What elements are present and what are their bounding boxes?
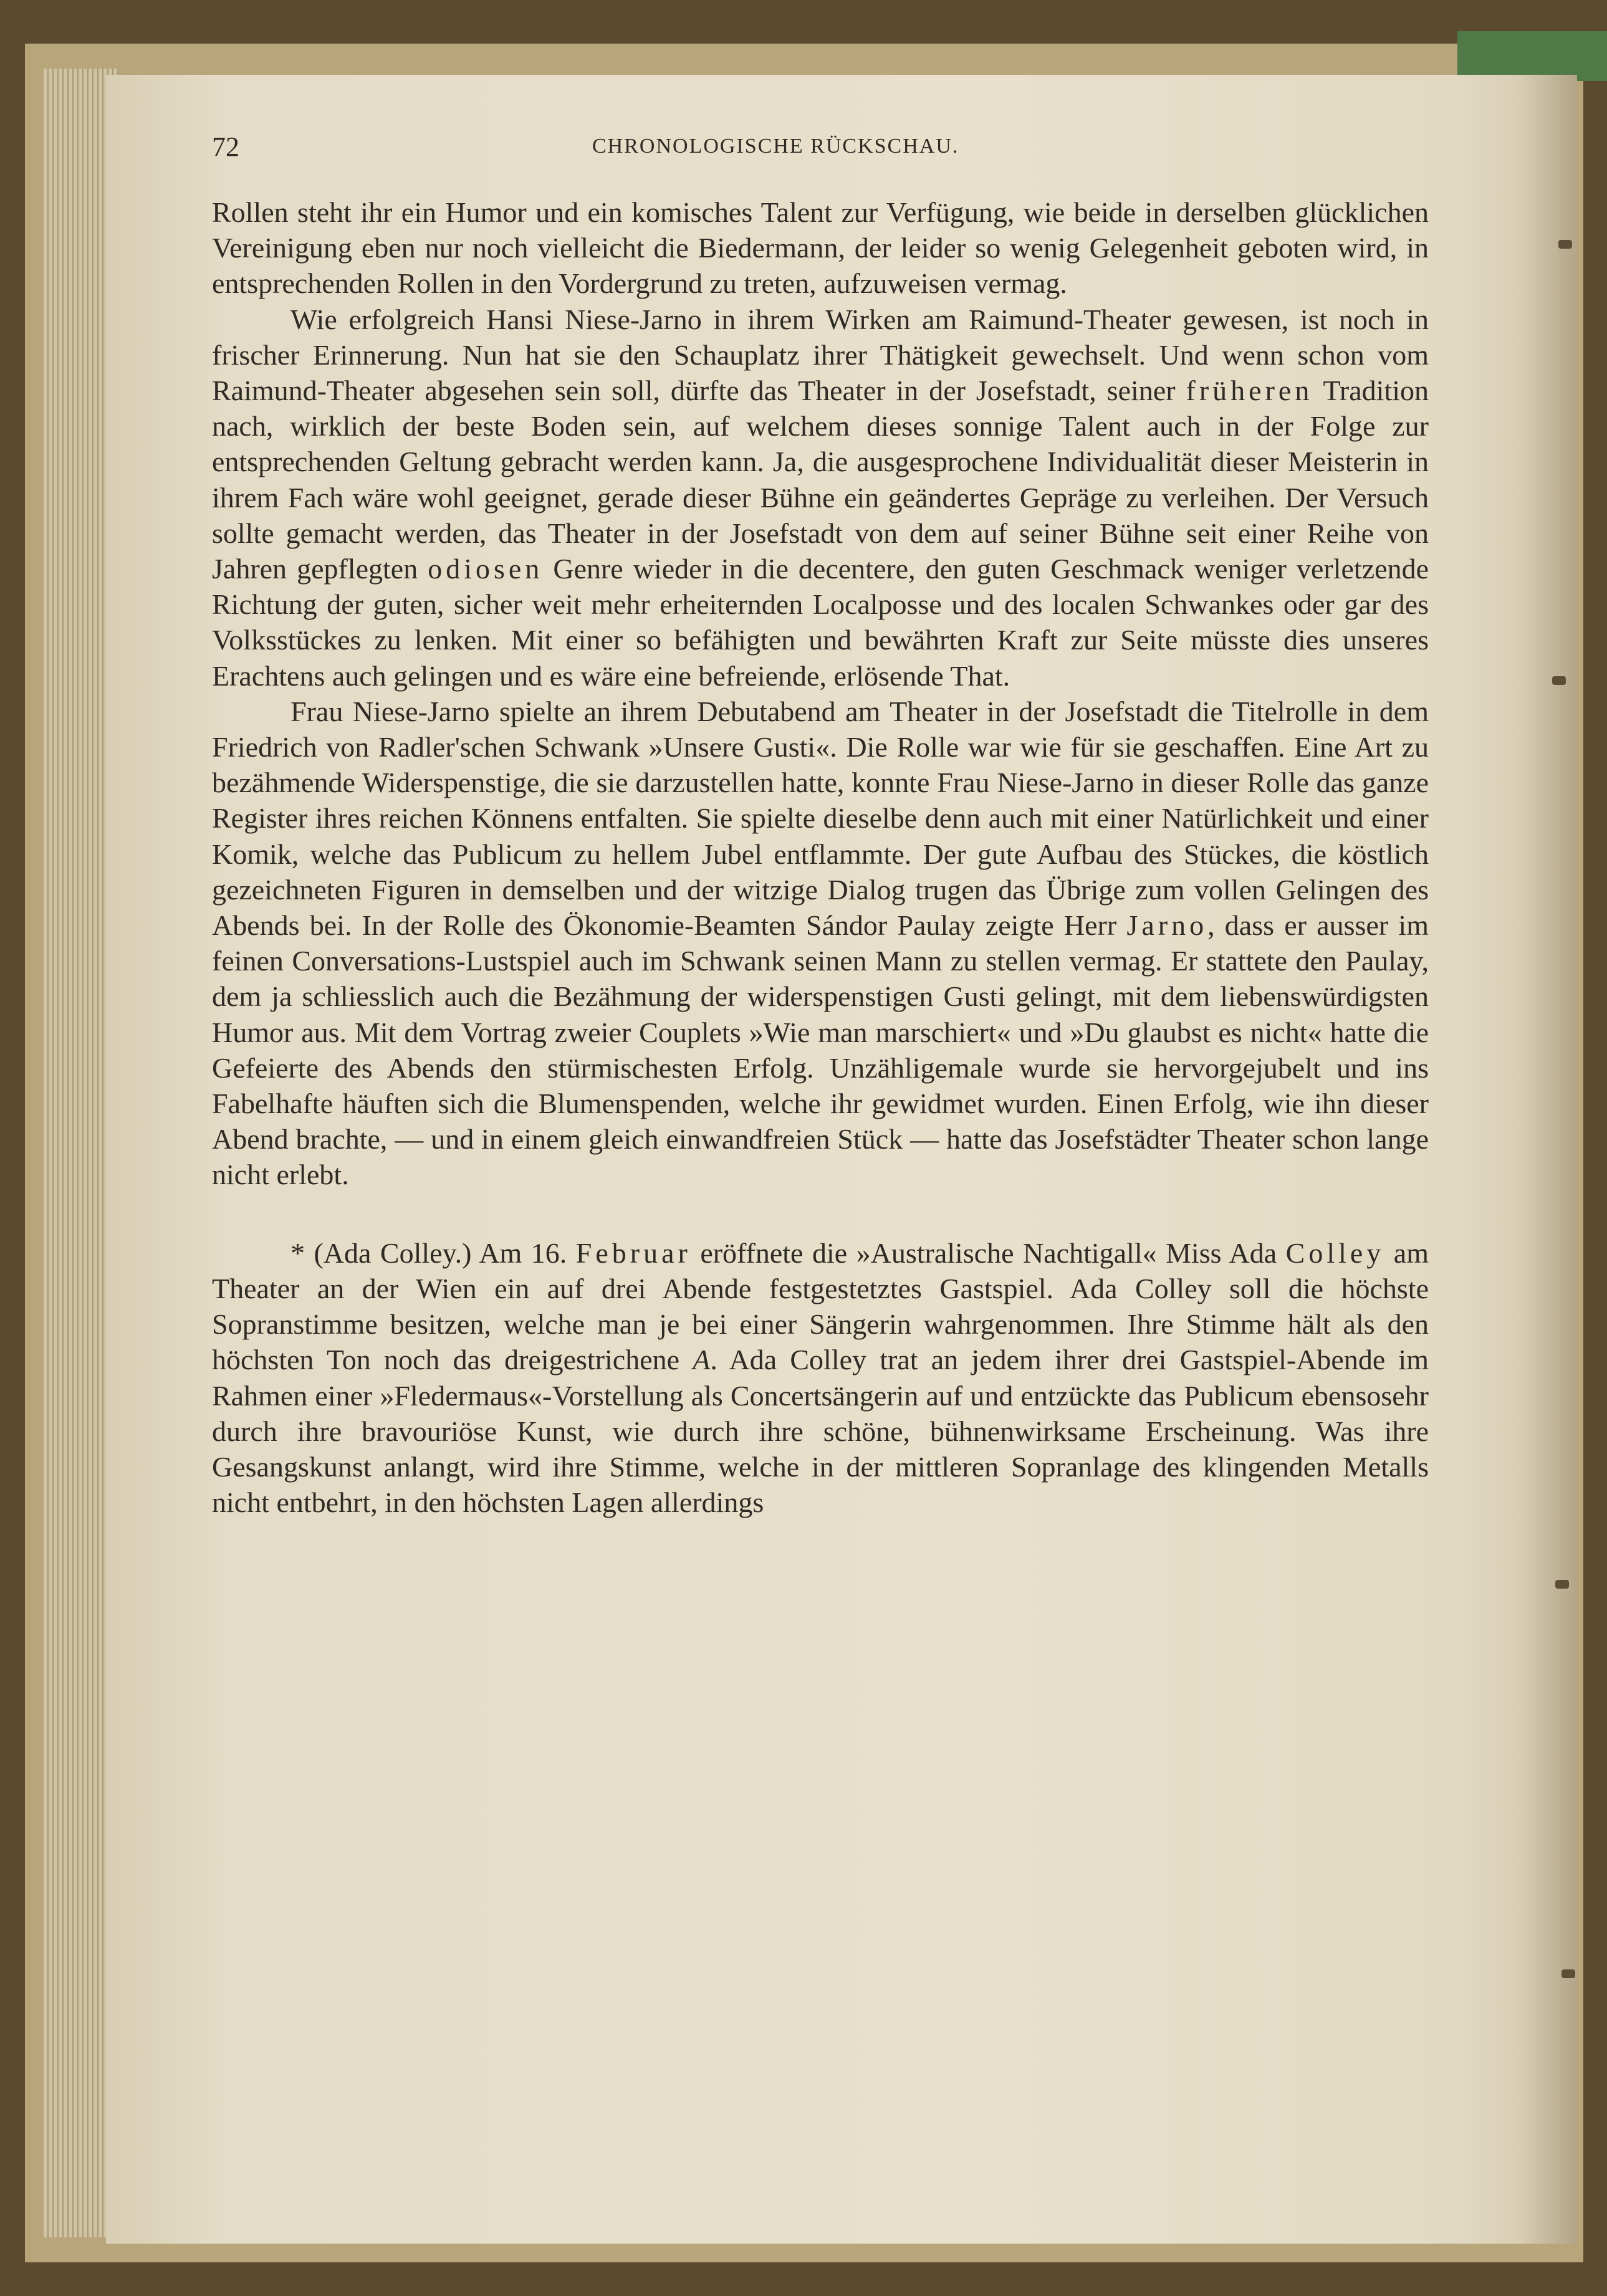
paragraph xyxy=(212,302,1429,694)
running-head: CHRONOLOGISCHE RÜCKSCHAU. xyxy=(592,135,959,158)
text-run: Wie erfolgreich Hansi Niese-Jarno in ihrem Wirken am Raimund-Theater gewesen, ist noch in frischer Erinnerung. Nun hat sie den Schauplatz ihrer Thätigkeit gewechselt. Und wenn schon vom Raimund-Theater abgesehen sein soll, dürfte das Theater in der Josefstadt, seiner xyxy=(212,303,1429,407)
text-run: , dass er ausser im feinen Conversations-Lustspiel auch im Schwank seinen Mann zu stellen vermag. Er stattete den Paulay, dem ja schliesslich auch die Bezähmung der widerspenstigen Gusti gelingt, mit dem liebenswürdigsten Humor aus. Mit dem Vortrag zweier Couplets »Wie man marschiert« und »Du glaubst es nicht« hatte die Gefeierte des Abends den stürmischesten Erfolg. Unzähligemale wurde sie hervorgejubelt und ins Fabelhafte häuften sich die Blumenspenden, welche ihr gewidmet wurden. Einen Erfolg, wie ihn dieser Abend brachte, — und in einem gleich einwandfreien Stück — hatte das Josefstädter Theater schon lange nicht erlebt. xyxy=(212,909,1429,1191)
text-run: * (Ada Colley.) Am 16. xyxy=(290,1236,576,1269)
text-run: Rollen steht ihr ein Humor und ein komisches Talent zur Verfügung, wie beide in derselben glücklichen Vereinigung eben nur noch vielleicht die Biedermann, der leider so wenig Gelegenheit geboten wird, in entsprechenden Rollen in den Vordergrund zu treten, aufzuweisen vermag. xyxy=(212,196,1429,300)
spaced-emphasis: odiosen xyxy=(428,553,544,585)
spaced-emphasis: Februar xyxy=(575,1236,691,1269)
cover-cloth-corner xyxy=(1457,31,1607,81)
margin-mark xyxy=(1555,1580,1569,1589)
text-run: Frau Niese-Jarno spielte an ihrem Debutabend am Theater in der Josefstadt die Titelrolle in dem Friedrich von Radler'schen Schwank »Unsere Gusti«. Die Rolle war wie für sie geschaffen. Eine Art zu bezähmende Widerspenstige, die sie darzustellen hatte, konnte Frau Niese-Jarno in dieser Rolle das ganze Register ihres reichen Könnens entfalten. Sie spielte dieselbe denn auch mit einer Natürlichkeit und einer Komik, welche das Publicum zu hellem Jubel entflammte. Der gute Aufbau des Stückes, die köstlich gezeichneten Figuren in demselben und der witzige Dialog trugen das Übrige zum vollen Gelingen des Abends bei. In der Rolle des Ökonomie-Beamten Sándor Paulay zeigte Herr xyxy=(212,695,1429,942)
paragraph xyxy=(212,1235,1429,1521)
margin-mark xyxy=(1561,1969,1575,1978)
gutter-shadow xyxy=(1521,75,1577,2244)
page-header xyxy=(212,131,1427,168)
margin-mark xyxy=(1558,240,1572,249)
italic-emphasis: A xyxy=(693,1344,711,1376)
text-run: am Theater an der Wien ein auf drei Abende festgestetztes Gastspiel. Ada Colley soll die höchste Sopranstimme besitzen, welche man je bei einer Sängerin wahrgenommen. Ihre Stimme hält als den höchsten Ton noch das dreigestrichene xyxy=(212,1236,1429,1376)
text-run: Genre wieder in die decentere, den guten Geschmack weniger verletzende Richtung der guten, sicher weit mehr erheiternden Localposse und des localen Schwankes oder gar des Volksstückes zu lenken. Mit einer so befähigten und bewährten Kraft zur Seite müsste dies unseres Erachtens auch gelingen und es wäre eine befreiende, erlösende That. xyxy=(212,553,1429,692)
paragraph xyxy=(212,694,1429,1193)
spaced-emphasis: Colley xyxy=(1285,1236,1385,1269)
spaced-emphasis: früheren xyxy=(1186,375,1313,407)
body-text xyxy=(212,194,1429,1520)
spaced-emphasis: Jarno xyxy=(1126,909,1208,942)
text-run: Tradition nach, wirklich der beste Boden sein, auf welchem dieses sonnige Talent auch in der Folge zur entsprechenden Geltung gebracht werden kann. Ja, die ausgesprochene Individualität dieser Meisterin in ihrem Fach wäre wohl geeignet, gerade dieser Bühne ein geändertes Gepräge zu verleihen. Der Versuch sollte gemacht werden, das Theater in der Josefstadt von dem auf seiner Bühne seit einer Reihe von Jahren gepflegten xyxy=(212,375,1429,585)
text-run: . Ada Colley trat an jedem ihrer drei Gastspiel-Abende im Rahmen einer »Fledermaus«-Vorstellung als Concertsängerin auf und entzückte das Publicum ebensosehr durch ihre bravouriöse Kunst, wie durch ihre schöne, bühnenwirksame Erscheinung. Was ihre Gesangskunst anlangt, wird ihre Stimme, welche in der mittleren Sopranlage des klingenden Metalls nicht entbehrt, in den höchsten Lagen allerdings xyxy=(212,1344,1429,1519)
page-number: 72 xyxy=(212,132,239,162)
text-run: eröffnete die »Australische Nachtigall« Miss Ada xyxy=(691,1236,1286,1269)
margin-mark xyxy=(1552,676,1566,685)
paragraph xyxy=(212,194,1429,302)
